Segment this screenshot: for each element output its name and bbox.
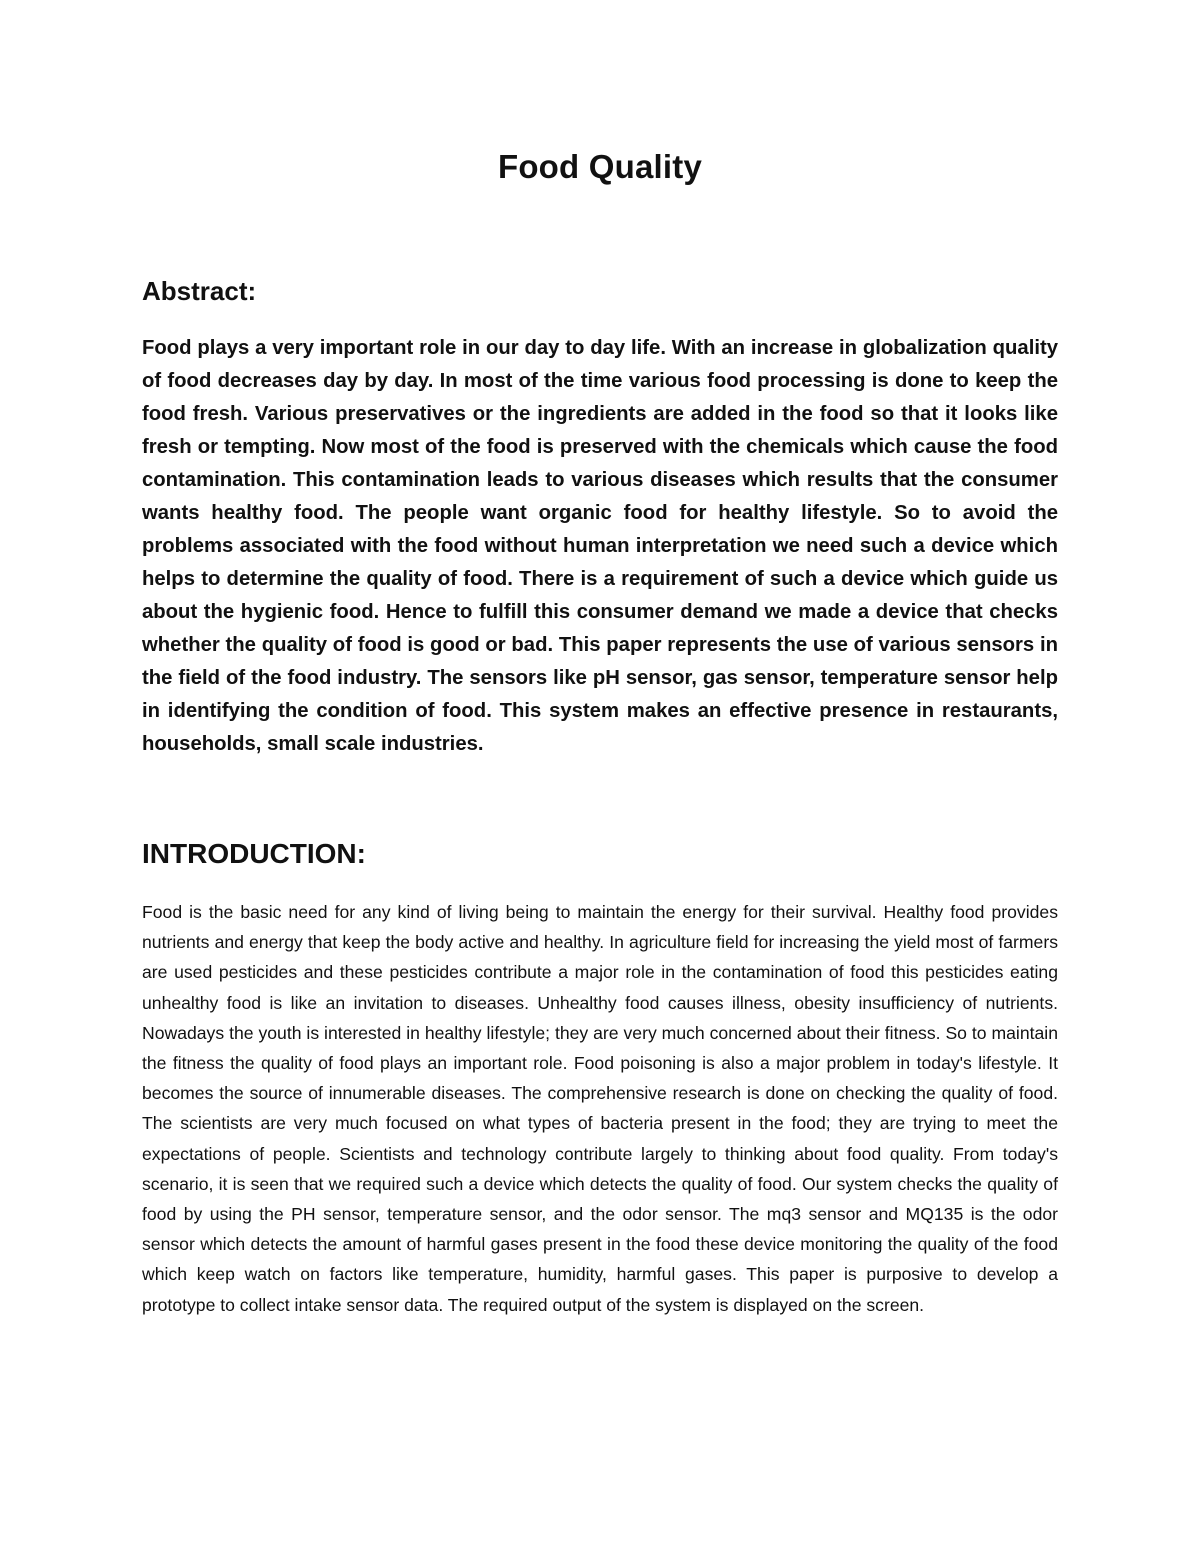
abstract-paragraph: Food plays a very important role in our day to day life. With an increase in globalization quality of food decreases day by day. In most of the time various food processing is done to keep the food fresh. Various preservatives or the ingredients are added in the food so that it looks like fresh or tempting. Now most of the food is preserved with the chemicals which cause the food contamination. This contamination leads to various diseases which results that the consumer wants healthy food. The people want organic food for healthy lifestyle. So to avoid the problems associated with the food without human interpretation we need such a device which helps to determine the quality of food. There is a requirement of such a device which guide us about the hygienic food. Hence to fulfill this consumer demand we made a device that checks whether the quality of food is good or bad. This paper represents the use of various sensors in the field of the food industry. The sensors like pH sensor, gas sensor, temperature sensor help in identifying the condition of food. This system makes an effective presence in restaurants, households, small scale industries. [142, 337, 1058, 755]
abstract-heading: Abstract: [142, 276, 257, 306]
introduction-paragraph: Food is the basic need for any kind of living being to maintain the energy for their survival. Healthy food provides nutrients and energy that keep the body active and healthy. In agriculture field for increasing the yield most of farmers are used pesticides and these pesticides contribute a major role in the contamination of food this pesticides eating unhealthy food is like an invitation to diseases. Unhealthy food causes illness, obesity insufficiency of nutrients. Nowadays the youth is interested in healthy lifestyle; they are very much concerned about their fitness. So to maintain the fitness the quality of food plays an important role. Food poisoning is also a major problem in today's lifestyle. It becomes the source of innumerable diseases. The comprehensive research is done on checking the quality of food. The scientists are very much focused on what types of bacteria present in the food; they are trying to meet the expectations of people. Scientists and technology contribute largely to thinking about food quality. From today's scenario, it is seen that we required such a device which detects the quality of food. Our system checks the quality of food by using the PH sensor, temperature sensor, and the odor sensor. The mq3 sensor and MQ135 is the odor sensor which detects the amount of harmful gases present in the food these device monitoring the quality of the food which keep watch on factors like temperature, humidity, harmful gases. This paper is purposive to develop a prototype to collect intake sensor data. The required output of the system is displayed on the screen. [142, 902, 1058, 1315]
introduction-heading: INTRODUCTION: [142, 838, 366, 869]
page-title: Food Quality [497, 148, 703, 185]
